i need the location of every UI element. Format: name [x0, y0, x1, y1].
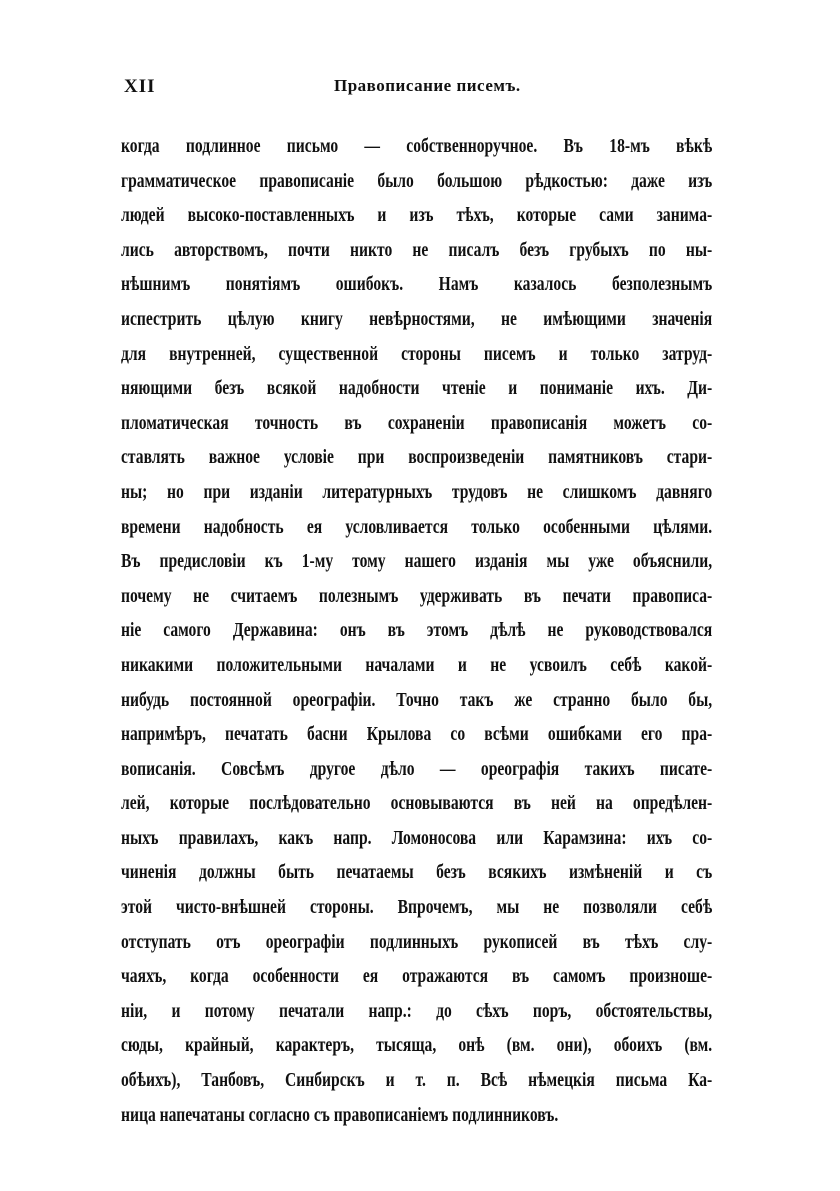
text-line: отступать отъ ореографіи подлинныхъ рукописей въ тѣхъ слу-: [121, 931, 713, 953]
text-line: няющими безъ всякой надобности чтеніе и пониманіе ихъ. Ди-: [121, 378, 713, 400]
text-line: ныхъ правилахъ, какъ напр. Ломоносова или Карамзина: ихъ со-: [121, 827, 713, 849]
text-line: пломатическая точность въ сохраненіи правописанія можетъ со-: [121, 412, 713, 434]
text-line: чаяхъ, когда особенности ея отражаются въ самомъ произноше-: [121, 966, 713, 988]
text-line: нѣшнимъ понятіямъ ошибокъ. Намъ казалось безполезнымъ: [121, 274, 713, 296]
text-line: этой чисто-внѣшней стороны. Впрочемъ, мы не позволяли себѣ: [121, 897, 713, 919]
text-line: для внутренней, существенной стороны писемъ и только затруд-: [121, 343, 713, 365]
text-line: ны; но при изданіи литературныхъ трудовъ не слишкомъ давняго: [121, 481, 713, 503]
text-line: нибудь постоянной ореографіи. Точно такъ же странно было бы,: [121, 689, 713, 711]
text-line: ніе самого Державина: онъ въ этомъ дѣлѣ не руководствовался: [121, 620, 713, 642]
text-line: испестрить цѣлую книгу невѣрностями, не имѣющими значенія: [121, 308, 713, 330]
text-line: времени надобность ея условливается только особенными цѣлями.: [121, 516, 713, 538]
text-line: лей, которые послѣдовательно основываются въ ней на опредѣлен-: [121, 793, 713, 815]
text-line: чиненія должны быть печатаемы безъ всякихъ измѣненій и съ: [121, 862, 713, 884]
text-line: обѣихъ), Танбовъ, Синбирскъ и т. п. Всѣ нѣмецкія письма Ка-: [121, 1070, 713, 1092]
text-line: лись авторствомъ, почти никто не писалъ безъ грубыхъ по ны-: [121, 239, 713, 261]
text-line: никакими положительными началами и не усвоилъ себѣ какой-: [121, 654, 713, 676]
text-line: вописанія. Совсѣмъ другое дѣло — ореографія такихъ писате-: [121, 758, 713, 780]
page-number: XII: [124, 76, 156, 97]
text-line: людей высоко-поставленныхъ и изъ тѣхъ, которые сами занима-: [121, 205, 713, 227]
text-line: грамматическое правописаніе было большою рѣдкостью: даже изъ: [121, 170, 713, 192]
text-line: напримѣръ, печатать басни Крылова со всѣми ошибками его пра-: [121, 724, 713, 746]
text-line: почему не считаемъ полезнымъ удерживать въ печати правописа-: [121, 585, 713, 607]
text-line: ставлять важное условіе при воспроизведеніи памятниковъ стари-: [121, 447, 713, 469]
text-line: когда подлинное письмо — собственноручное. Въ 18-мъ вѣкѣ: [121, 136, 713, 157]
running-title: Правописание писемъ.: [334, 76, 521, 95]
text-line: Въ предисловіи къ 1-му тому нашего изданія мы уже объяснили,: [121, 551, 713, 573]
body-text: [121, 130, 712, 1133]
text-line: сюды, крайный, карактеръ, тысяща, онѣ (вм. они), обоихъ (вм.: [121, 1035, 713, 1057]
text-line: ніи, и потому печатали напр.: до сѣхъ поръ, обстоятельствы,: [121, 1000, 713, 1022]
running-head: [124, 76, 710, 100]
text-line: ница напечатаны согласно съ правописаніемъ подлинниковъ.: [121, 1104, 559, 1126]
